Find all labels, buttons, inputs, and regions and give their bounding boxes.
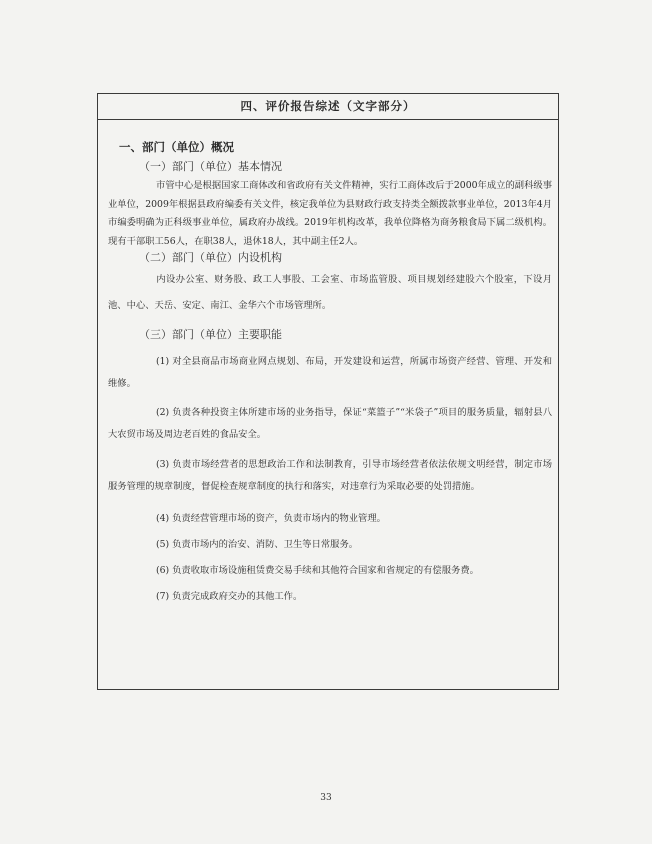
- duty-text-7: (7) 负责完成政府交办的其他工作。: [156, 591, 303, 602]
- duty-item-5: [108, 534, 552, 556]
- duty-item-3: [108, 454, 552, 498]
- duty-item-1: [108, 351, 552, 395]
- duty-text-3: (3) 负责市场经营者的思想政治工作和法制教育，引导市场经营者依法依规文明经营，制定市场服务管理的规章制度，督促检查规章制度的执行和落实，对违章行为采取必要的处罚措施。: [108, 459, 552, 492]
- duty-item-4: [108, 508, 552, 530]
- subsection2-text: [108, 267, 552, 319]
- page-number: 33: [320, 793, 332, 803]
- subsection2-body: 内设办公室、财务股、政工人事股、工会室、市场监管股、项目规划经建股六个股室，下设月池、中心、天岳、安定、南江、金华六个市场管理所。: [108, 274, 552, 311]
- duty-item-7: [108, 586, 552, 608]
- duty-text-2: (2) 负责各种投资主体所建市场的业务指导，保证“菜篮子”“米袋子”项目的服务质量，辐射县八大农贸市场及周边老百姓的食品安全。: [108, 407, 552, 440]
- duty-text-4: (4) 负责经营管理市场的资产，负责市场内的物业管理。: [156, 513, 386, 524]
- subsection3-heading: （三）部门（单位）主要职能: [139, 328, 282, 341]
- subsection1-heading: （一）部门（单位）基本情况: [139, 160, 282, 173]
- report-frame: [97, 93, 559, 690]
- subsection1-text: [108, 177, 552, 251]
- subsection2-heading: （二）部门（单位）内设机构: [139, 251, 282, 264]
- section1-heading: 一、部门（单位）概况: [119, 140, 234, 154]
- title-divider: [98, 119, 558, 120]
- section-title: 四、评价报告综述（文字部分）: [240, 99, 416, 113]
- duty-item-6: [108, 560, 552, 582]
- duty-text-6: (6) 负责收取市场设施租赁费交易手续和其他符合国家和省规定的有偿服务费。: [156, 565, 479, 576]
- duty-item-2: [108, 402, 552, 446]
- subsection1-body: 市管中心是根据国家工商体改和省政府有关文件精神，实行工商体改后于2000年成立的副科级事业单位，2009年根据县政府编委有关文件，核定我单位为县财政行政支持类全额拨款事业单位，2013年4月市编委明确为正科级事业单位，属政府办战线。2019年机构改革，我单位降格为商务粮食局下属二级机构。现有干部职工56人，在职38人，退休18人，其中副主任2人。: [108, 180, 552, 247]
- duty-text-1: (1) 对全县商品市场商业网点规划、布局，开发建设和运营，所属市场资产经营、管理、开发和维修。: [108, 356, 552, 389]
- duty-text-5: (5) 负责市场内的治安、消防、卫生等日常服务。: [156, 539, 359, 550]
